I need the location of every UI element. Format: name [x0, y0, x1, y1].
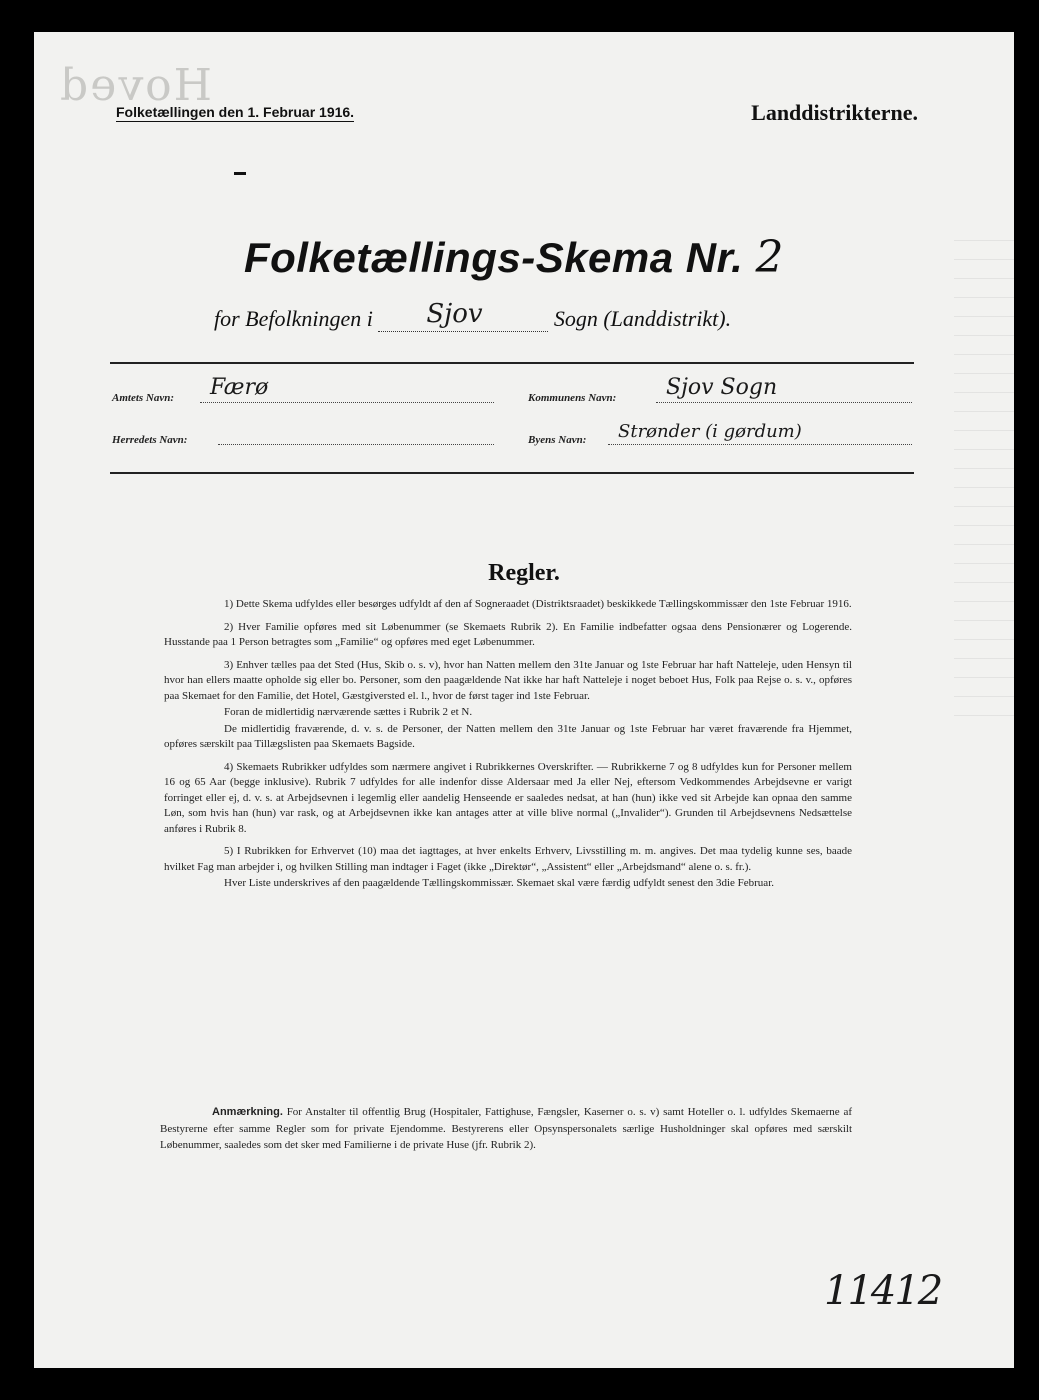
form-number-handwritten: 2	[755, 232, 784, 283]
subtitle-suffix: Sogn (Landdistrikt).	[553, 306, 732, 331]
rule-3: 3) Enhver tælles paa det Sted (Hus, Skib o. s. v), hvor han Natten mellem den 31te Januar og 1ste Februar har haft Natteleje, uden Hensyn til hvor han ellers maatte opholde sig eller bo. Personer, som den paagældende Nat ikke har haft Natteleje i noget beboet Hus, Folk paa Rejse o. s. v., opføres paa Skemaet for den Familie, det Hotel, Gæstgiversted el. l., hvor de først tager ind 1ste Februar.	[164, 658, 852, 702]
herred-field	[218, 422, 494, 445]
kommune-handwritten: Sjov Sogn	[666, 375, 778, 400]
top-rule	[110, 362, 914, 364]
amt-field	[200, 375, 494, 403]
subtitle-prefix: for Befolkningen i	[214, 306, 373, 331]
census-form-page	[34, 32, 1014, 1368]
kommune-field	[656, 375, 912, 403]
herred-label: Herredets Navn:	[112, 434, 188, 446]
rule-1: 1) Dette Skema udfyldes eller besørges udfyldt af den af Sogneraadet (Distriktsraadet) beskikkede Tællingskommissær den 1ste Februar 1916.	[224, 598, 852, 610]
amt-label: Amtets Navn:	[112, 392, 175, 404]
bleed-through-lines	[954, 222, 1014, 722]
remark-text: For Anstalter til offentlig Brug (Hospitaler, Fattighuse, Fængsler, Kaserner o. s. v) samt Hoteller o. l. udfyldes Skemaerne af Bestyrerne efter samme Regler som for private Ejendomme. Bestyrerens eller Opsynspersonalets særlige Husholdninger skal opføres med særskilt Løbenummer, saaledes som det sker med Familierne i de private Huse (jfr. Rubrik 2).	[160, 1106, 852, 1151]
ink-mark	[234, 172, 246, 175]
rule-3-present: Foran de midlertidig nærværende sættes i Rubrik 2 et N.	[224, 706, 473, 718]
rule-4: 4) Skemaets Rubrikker udfyldes som nærmere angivet i Rubrikkernes Overskrifter. — Rubrikkerne 7 og 8 udfyldes kun for Personer mellem 16 og 65 Aar (begge inklusive). Rubrik 7 udfyldes for alle indenfor disse Aldersaar med Ja eller Nej, eftersom Vedkommendes Arbejdsevne er varigt forringet eller ej, d. v. s. at Arbejdsevnen i legemlig eller aandelig Henseende er saaledes nedsat, at han (hun) ikke ved sit Arbejde kan opnaa den samme Løn, som hvis han (hun) var rask, og at Arbejdsevnen ikke kan antages atter at ville blive normal („Invalider“). Grunden til Arbejdsevnens Nedsættelse anføres i Rubrik 8.	[164, 760, 852, 835]
form-subtitle	[214, 299, 732, 332]
by-handwritten: Strønder (i gørdum)	[618, 421, 802, 442]
census-date-header: Folketællingen den 1. Februar 1916.	[116, 104, 355, 120]
remark-paragraph	[160, 1104, 852, 1154]
remark-label: Anmærkning.	[212, 1106, 283, 1118]
rule-5: 5) I Rubrikken for Erhvervet (10) maa det iagttages, at hver enkelts Erhverv, Livsstilling m. m. angives. Det maa tydelig kunne ses, baade hvilket Fag man arbejder i, og hvilken Stilling man indtager i Faget (ikke „Direktør“, „Assistent“ eller „Arbejdsmand“ alene o. s. fr.).	[164, 845, 852, 873]
form-title-printed: Folketællings-Skema Nr.	[244, 234, 744, 281]
bottom-rule	[110, 472, 914, 474]
by-label: Byens Navn:	[528, 434, 587, 446]
rule-3-absent: De midlertidig fraværende, d. v. s. de Personer, der Natten mellem den 31te Januar og 1ste Februar har været fraværende fra Hjemmet, opføres særskilt paa Tillægslisten paa Skemaets Bagside.	[164, 722, 852, 750]
rule-signature: Hver Liste underskrives af den paagældende Tællingskommissær. Skemaet skal være færdig udfyldt senest den 3die Februar.	[224, 877, 774, 889]
district-type-header: Landdistrikterne.	[751, 100, 918, 125]
amt-handwritten: Færø	[210, 375, 269, 400]
by-field	[608, 422, 912, 445]
parish-handwritten: Sjov	[426, 299, 483, 329]
rules-heading: Regler.	[488, 560, 560, 586]
kommune-label: Kommunens Navn:	[528, 392, 617, 404]
ghost-stamp: Hoved	[58, 60, 212, 111]
rule-2: 2) Hver Familie opføres med sit Løbenummer (se Skemaets Rubrik 2). En Familie indbefatter ogsaa dens Pensionærer og Logerende. Husstande paa 1 Person betragtes som „Familie“ og opføres med eget Løbenummer.	[164, 620, 852, 648]
handwritten-page-number: 11412	[824, 1268, 942, 1314]
rules-body	[164, 597, 852, 899]
parish-field	[378, 299, 548, 332]
form-title	[244, 232, 784, 283]
